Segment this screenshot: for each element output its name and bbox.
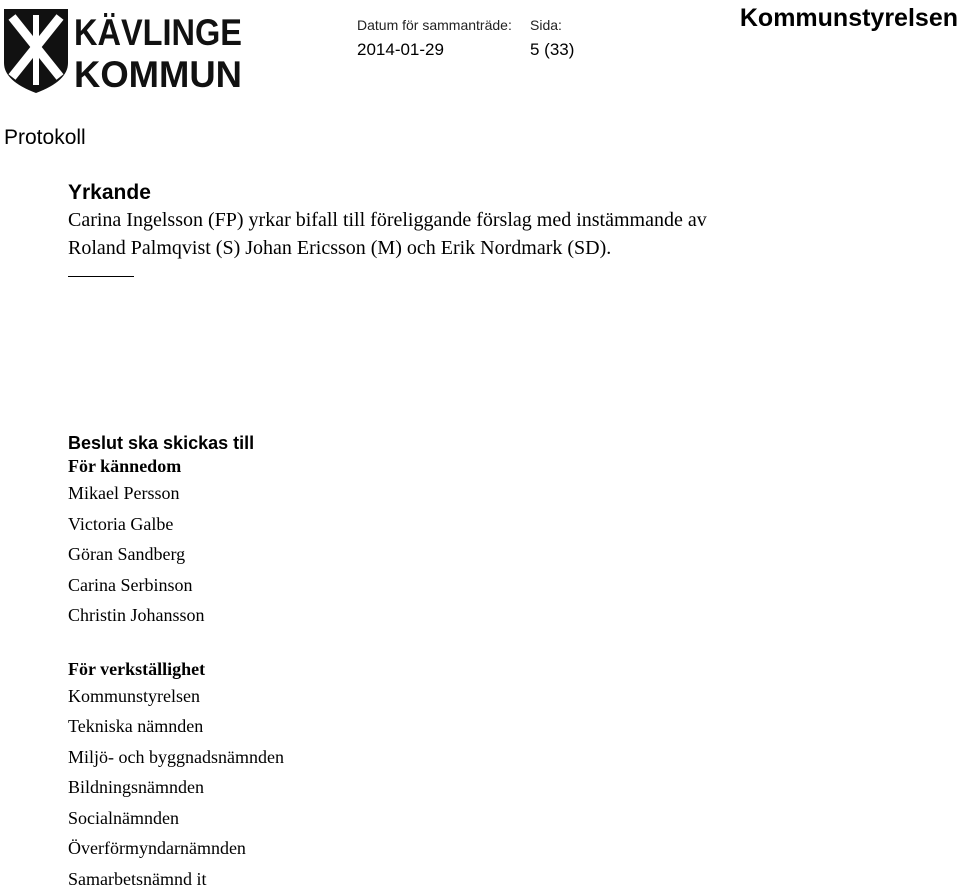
list-item: Tekniska nämnden	[68, 716, 204, 736]
yrkande-section	[68, 180, 948, 277]
kavlinge-logo-graphic	[2, 5, 242, 93]
page-label: Sida:	[530, 17, 562, 33]
verkstallighet-list	[68, 681, 284, 894]
page-value: 5 (33)	[530, 40, 575, 59]
list-item: Samarbetsnämnd it	[68, 868, 207, 889]
organization-title: Kommunstyrelsen	[739, 4, 958, 32]
list-item: Mikael Persson	[68, 483, 180, 503]
beslut-section	[68, 432, 284, 894]
verkstallighet-heading: För verkställighet	[68, 658, 206, 679]
list-item: Bildningsnämnden	[68, 777, 204, 797]
yrkande-line-2: Roland Palmqvist (S) Johan Ericsson (M) och Erik Nordmark (SD).	[68, 237, 612, 259]
municipality-logo	[2, 5, 242, 93]
list-item: Victoria Galbe	[68, 513, 174, 534]
kannedom-list	[68, 478, 284, 631]
list-item: Miljö- och byggnadsnämnden	[68, 746, 284, 767]
date-label: Datum för sammanträde:	[357, 17, 512, 33]
document-type: Protokoll	[4, 126, 86, 149]
beslut-heading: Beslut ska skickas till	[68, 433, 255, 453]
yrkande-heading: Yrkande	[68, 181, 151, 204]
yrkande-line-1: Carina Ingelsson (FP) yrkar bifall till föreliggande förslag med instämmande av	[68, 209, 707, 231]
svg-text:KOMMUN: KOMMUN	[74, 54, 242, 95]
svg-text:KÄVLINGE: KÄVLINGE	[74, 12, 242, 53]
date-value: 2014-01-29	[357, 40, 444, 59]
list-item: Carina Serbinson	[68, 574, 193, 595]
list-item: Överförmyndarnämnden	[68, 838, 246, 858]
section-divider	[68, 276, 134, 277]
list-item: Christin Johansson	[68, 605, 205, 625]
kannedom-heading: För kännedom	[68, 456, 182, 476]
list-item: Socialnämnden	[68, 807, 179, 828]
list-item: Kommunstyrelsen	[68, 685, 200, 706]
list-item: Göran Sandberg	[68, 544, 186, 564]
